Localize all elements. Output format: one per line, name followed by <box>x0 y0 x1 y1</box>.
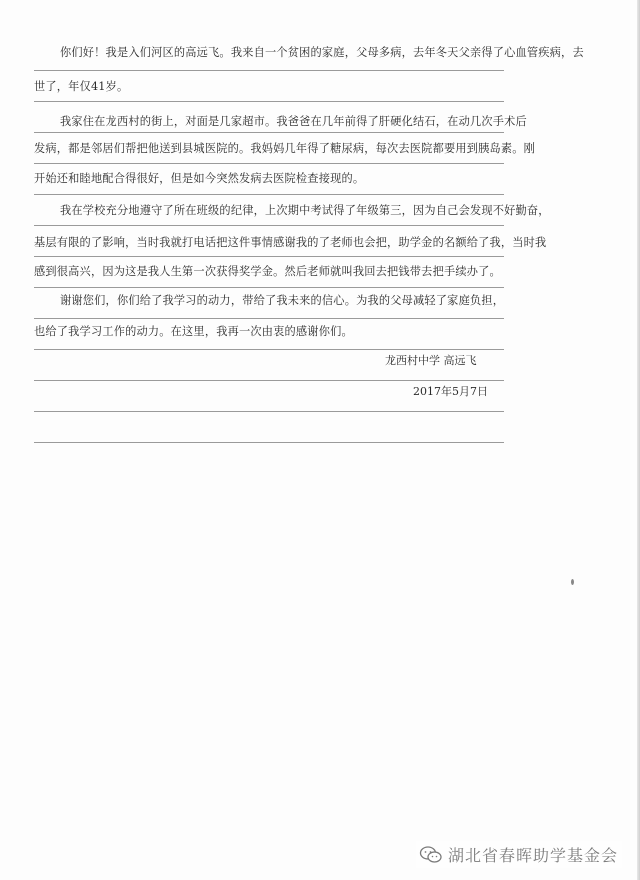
rule-line <box>34 225 504 226</box>
rule-line <box>34 442 504 443</box>
watermark <box>416 841 622 868</box>
letter-line: 基层有限的了影响，当时我就打电话把这件事情感谢我的了老师也会把，助学金的名额给了我，当时我 <box>34 236 547 249</box>
rule-line <box>34 318 504 319</box>
watermark-text: 湖北省春晖助学基金会 <box>447 846 618 865</box>
rule-line <box>34 349 504 350</box>
letter-line: 我在学校充分地遵守了所在班级的纪律，上次期中考试得了年级第三，因为自己会发现不好勤奋， <box>60 204 550 217</box>
rule-line <box>34 101 504 102</box>
rule-line <box>34 411 504 412</box>
rule-line <box>34 163 504 164</box>
rule-line <box>34 132 504 133</box>
wechat-icon <box>420 846 442 864</box>
rule-line <box>34 380 504 381</box>
letter-line: 感到很高兴，因为这是我人生第一次获得奖学金。然后老师就叫我回去把钱带去把手续办了。 <box>34 265 501 278</box>
letter-line: 谢谢您们，你们给了我学习的动力，带给了我未来的信心。为我的父母减轻了家庭负担， <box>60 294 505 307</box>
rule-line <box>34 256 504 257</box>
letter-line: 世了，年仅41岁。 <box>34 80 129 93</box>
letter-line: 也给了我学习工作的动力。在这里，我再一次由衷的感谢你们。 <box>34 325 353 338</box>
letter-line: 开始还和睦地配合得很好，但是如今突然发病去医院检查接现的。 <box>34 172 365 185</box>
rule-line <box>34 287 504 288</box>
rule-line <box>34 70 504 71</box>
letter-line: 发病，都是邻居们帮把他送到县城医院的。我妈妈几年得了糖尿病，每次去医院都要用到胰岛素。刚 <box>34 142 536 155</box>
rule-line <box>34 194 504 195</box>
letter-line: 你们好！我是入们河区的高远飞。我来自一个贫困的家庭，父母多病，去年冬天父亲得了心血管疾病，去 <box>60 46 584 59</box>
signature-name: 龙西村中学 高远飞 <box>385 354 477 367</box>
letter-line: 我家住在龙西村的街上，对面是几家超市。我爸爸在几年前得了肝硬化结石，在动几次手术后 <box>60 115 527 128</box>
signature-date: 2017年5月7日 <box>413 385 488 398</box>
paper-speck <box>571 579 574 585</box>
